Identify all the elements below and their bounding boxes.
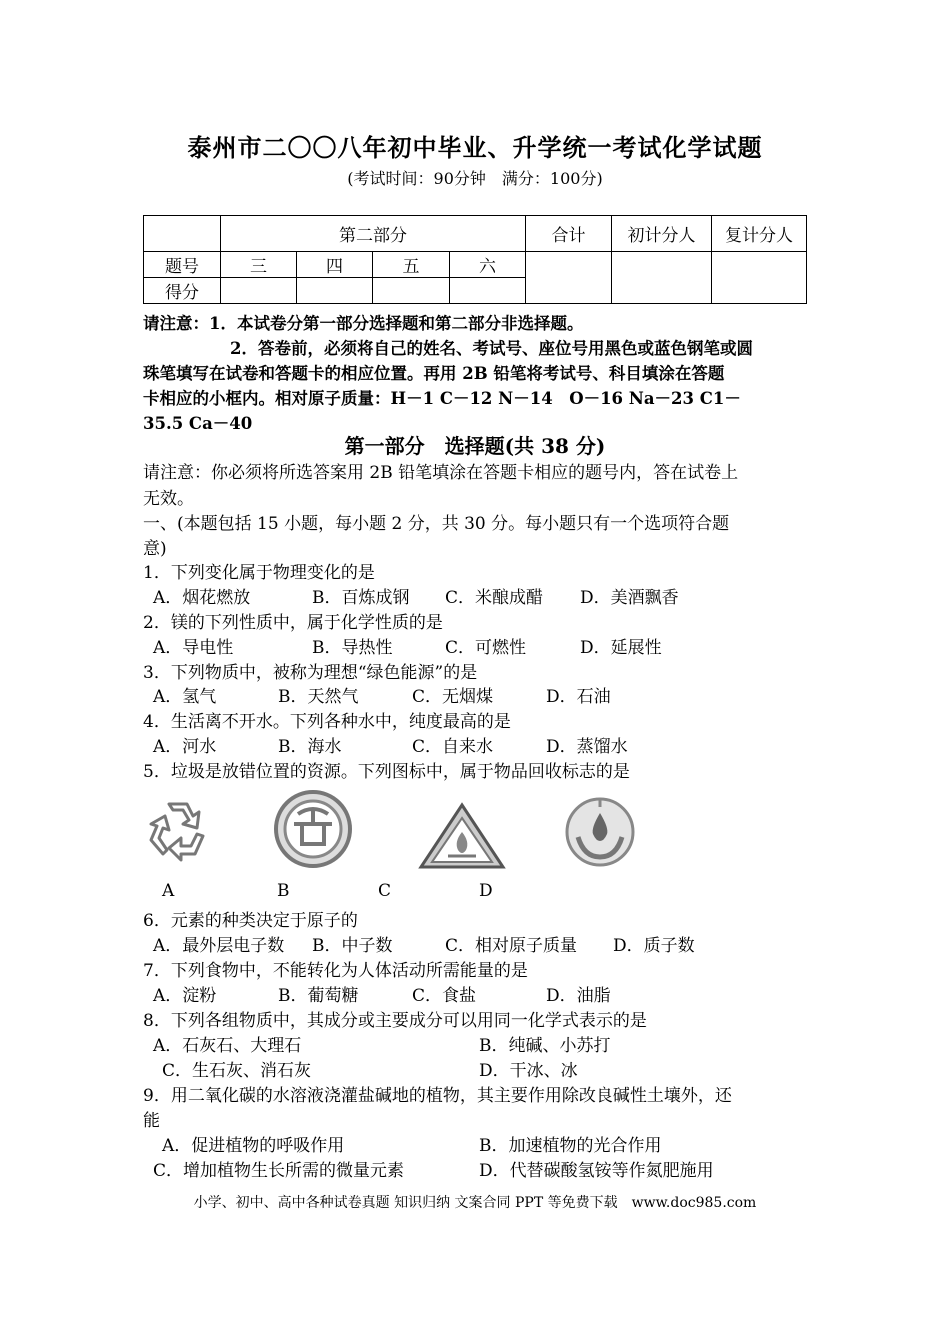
option-b: B．百炼成钢 xyxy=(312,588,410,608)
option-a: A．最外层电子数 xyxy=(153,936,285,956)
exam-info: (考试时间：90分钟 满分：100分) xyxy=(347,169,603,188)
score-table-part2: 第二部分 xyxy=(221,216,526,252)
question-stem: 6．元素的种类决定于原子的 xyxy=(143,911,358,931)
option-a: A．氢气 xyxy=(153,687,217,707)
note-line: 2．答卷前，必须将自己的姓名、考试号、座位号用黑色或蓝色钢笔或圆 xyxy=(230,339,753,358)
option-d: D．代替碳酸氢铵等作氮肥施用 xyxy=(479,1161,714,1181)
option-c: C．自来水 xyxy=(412,737,494,757)
note-line: 请注意：1．本试卷分第一部分选择题和第二部分非选择题。 xyxy=(143,314,584,333)
water-saving-icon xyxy=(564,795,636,869)
option-a: A．促进植物的呼吸作用 xyxy=(162,1136,345,1156)
option-a: A．河水 xyxy=(153,737,217,757)
option-a: A．烟花燃放 xyxy=(153,588,251,608)
score-table-corner xyxy=(144,216,221,252)
score-table-row-score: 得分 xyxy=(144,278,221,304)
note-line: 35.5 Ca－40 xyxy=(143,414,253,433)
option-d: D．油脂 xyxy=(546,986,611,1006)
option-a: A．淀粉 xyxy=(153,986,217,1006)
option-c: C．无烟煤 xyxy=(412,687,494,707)
score-table-second-cell xyxy=(712,252,807,304)
score-cell xyxy=(221,278,297,304)
score-cell xyxy=(450,278,526,304)
option-d: D．美酒飘香 xyxy=(580,588,679,608)
score-table-num: 四 xyxy=(297,252,373,278)
icon-label-d: D xyxy=(479,881,493,901)
question-stem: 2．镁的下列性质中，属于化学性质的是 xyxy=(143,613,443,633)
option-c: C．米酿成醋 xyxy=(445,588,544,608)
section-title: 第一部分 选择题(共 38 分) xyxy=(344,434,606,458)
footer-text: 小学、初中、高中各种试卷真题 知识归纳 文案合同 PPT 等免费下载 www.doc985.com xyxy=(193,1195,757,1211)
option-c: C．可燃性 xyxy=(445,638,527,658)
question-stem: 7．下列食物中，不能转化为人体活动所需能量的是 xyxy=(143,961,528,981)
score-table-num: 五 xyxy=(373,252,450,278)
score-table-total: 合计 xyxy=(526,216,612,252)
score-table-num: 六 xyxy=(450,252,526,278)
score-table-first-cell xyxy=(612,252,712,304)
circle-sign-icon xyxy=(272,788,354,870)
score-cell xyxy=(297,278,373,304)
option-d: D．质子数 xyxy=(613,936,695,956)
option-c: C．增加植物生长所需的微量元素 xyxy=(153,1161,405,1181)
option-d: D．延展性 xyxy=(580,638,662,658)
option-b: B．天然气 xyxy=(278,687,359,707)
question-stem: 3．下列物质中，被称为理想“绿色能源”的是 xyxy=(143,663,478,683)
option-d: D．蒸馏水 xyxy=(546,737,628,757)
score-table-total-cell xyxy=(526,252,612,304)
option-b: B．中子数 xyxy=(312,936,393,956)
note-line: 卡相应的小框内。相对原子质量：H－1 C－12 N－14 O－16 Na－23 C1－ xyxy=(143,389,741,408)
icon-label-c: C xyxy=(378,881,392,901)
recycle-icon xyxy=(143,796,213,868)
option-c: C．生石灰、消石灰 xyxy=(162,1061,312,1081)
question-stem: 4．生活离不开水。下列各种水中，纯度最高的是 xyxy=(143,712,511,732)
section-notice: 请注意：你必须将所选答案用 2B 铅笔填涂在答题卡相应的题号内，答在试卷上 xyxy=(143,463,739,483)
section-intro: 意) xyxy=(143,539,167,559)
question-stem: 5．垃圾是放错位置的资源。下列图标中，属于物品回收标志的是 xyxy=(143,762,630,782)
option-a: A．石灰石、大理石 xyxy=(153,1036,302,1056)
flammable-warning-icon xyxy=(418,802,506,870)
icon-label-b: B xyxy=(277,881,290,901)
option-b: B．加速植物的光合作用 xyxy=(479,1136,662,1156)
question-stem-cont: 能 xyxy=(143,1111,160,1131)
option-b: B．纯碱、小苏打 xyxy=(479,1036,611,1056)
option-b: B．葡萄糖 xyxy=(278,986,359,1006)
score-table-row-question: 题号 xyxy=(144,252,221,278)
score-cell xyxy=(373,278,450,304)
option-c: C．食盐 xyxy=(412,986,477,1006)
section-notice: 无效。 xyxy=(143,489,194,509)
icon-label-a: A xyxy=(162,881,175,901)
option-b: B．海水 xyxy=(278,737,342,757)
question-stem: 8．下列各组物质中，其成分或主要成分可以用同一化学式表示的是 xyxy=(143,1011,647,1031)
score-table-num: 三 xyxy=(221,252,297,278)
score-table xyxy=(143,215,807,304)
option-c: C．相对原子质量 xyxy=(445,936,578,956)
option-d: D．石油 xyxy=(546,687,611,707)
option-d: D．干冰、冰 xyxy=(479,1061,578,1081)
page-title: 泰州市二〇〇八年初中毕业、升学统一考试化学试题 xyxy=(187,133,763,162)
question-stem: 9．用二氧化碳的水溶液浇灌盐碱地的植物，其主要作用除改良碱性土壤外，还 xyxy=(143,1086,732,1106)
note-line: 珠笔填写在试卷和答题卡的相应位置。再用 2B 铅笔将考试号、科目填涂在答题 xyxy=(143,364,725,383)
option-b: B．导热性 xyxy=(312,638,393,658)
section-intro: 一、(本题包括 15 小题，每小题 2 分，共 30 分。每小题只有一个选项符合题 xyxy=(143,514,730,534)
score-table-first-scorer: 初计分人 xyxy=(612,216,712,252)
score-table-second-scorer: 复计分人 xyxy=(712,216,807,252)
option-a: A．导电性 xyxy=(153,638,234,658)
question-stem: 1．下列变化属于物理变化的是 xyxy=(143,563,375,583)
